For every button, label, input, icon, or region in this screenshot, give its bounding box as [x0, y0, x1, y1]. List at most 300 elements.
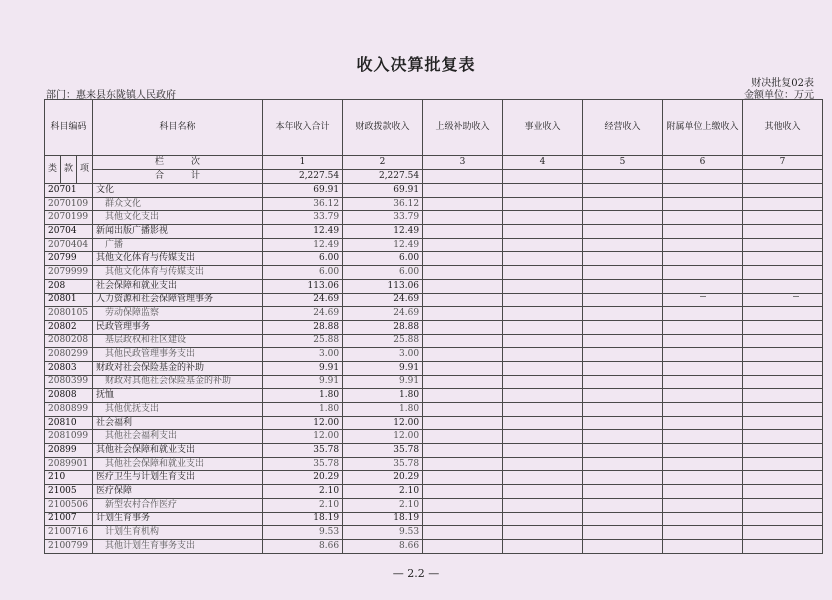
empty-cell: [423, 389, 503, 403]
fiscal-income-cell: 33.79: [343, 211, 423, 225]
total-income-cell: 25.88: [263, 334, 343, 348]
empty-cell: [423, 498, 503, 512]
subject-code: 20704: [45, 225, 93, 239]
empty-cell: [743, 225, 823, 239]
empty-cell: [503, 539, 583, 553]
fiscal-income-cell: 12.00: [343, 430, 423, 444]
form-code: 财决批复02表: [751, 78, 814, 89]
empty-cell: [743, 238, 823, 252]
table-row: [45, 225, 823, 239]
total-income-cell: 1.80: [263, 403, 343, 417]
empty-cell: [503, 307, 583, 321]
fiscal-income-cell: 36.12: [343, 197, 423, 211]
empty-cell: [663, 184, 743, 198]
empty-cell: [423, 539, 503, 553]
empty-cell: [663, 539, 743, 553]
subject-name: 其他民政管理事务支出: [93, 348, 263, 362]
empty-cell: [663, 225, 743, 239]
subject-name: 群众文化: [93, 197, 263, 211]
table-row: [45, 416, 823, 430]
empty-cell: [423, 485, 503, 499]
subject-name: 财政对社会保险基金的补助: [93, 361, 263, 375]
empty-cell: [743, 444, 823, 458]
empty-cell: [423, 184, 503, 198]
subject-name: 医疗保障: [93, 485, 263, 499]
table-row: [45, 403, 823, 417]
page-number: — 2.2 —: [392, 567, 440, 580]
empty-cell: [743, 197, 823, 211]
table-row: [45, 526, 823, 540]
table-body: [45, 184, 823, 554]
header-affiliated: 附属单位上缴收入: [663, 100, 743, 156]
column-number-label: 栏 次: [93, 156, 263, 170]
fiscal-income-cell: 9.53: [343, 526, 423, 540]
empty-cell: [743, 512, 823, 526]
table-row: [45, 389, 823, 403]
subject-name: 其他社会福利支出: [93, 430, 263, 444]
empty-cell: [663, 430, 743, 444]
empty-cell: [423, 416, 503, 430]
subject-name: 文化: [93, 184, 263, 198]
empty-cell: [583, 320, 663, 334]
subject-name: 新闻出版广播影视: [93, 225, 263, 239]
subject-name: 新型农村合作医疗: [93, 498, 263, 512]
fiscal-income-cell: 35.78: [343, 457, 423, 471]
empty-cell: [503, 225, 583, 239]
subject-name: 民政管理事务: [93, 320, 263, 334]
total-fiscal-value: 2,227.54: [343, 170, 423, 184]
empty-cell: [743, 471, 823, 485]
empty-cell: [423, 225, 503, 239]
subject-name: 计划生育机构: [93, 526, 263, 540]
total-income-cell: 20.29: [263, 471, 343, 485]
empty-cell: [583, 526, 663, 540]
empty-cell: [423, 348, 503, 362]
empty-cell: [503, 238, 583, 252]
empty-cell: [743, 403, 823, 417]
subject-name: 人力资源和社会保障管理事务: [93, 293, 263, 307]
subject-name: 计划生育事务: [93, 512, 263, 526]
empty-cell: [743, 184, 823, 198]
fiscal-income-cell: 28.88: [343, 320, 423, 334]
table-row: [45, 485, 823, 499]
scan-mark: [700, 296, 706, 297]
empty-cell: [743, 279, 823, 293]
total-income-cell: 24.69: [263, 307, 343, 321]
table-row: [45, 444, 823, 458]
empty-cell: [503, 403, 583, 417]
total-income-cell: 6.00: [263, 266, 343, 280]
header-fiscal: 财政拨款收入: [343, 100, 423, 156]
subject-code: 2100506: [45, 498, 93, 512]
subject-code: 2070199: [45, 211, 93, 225]
empty-cell: [583, 389, 663, 403]
fiscal-income-cell: 6.00: [343, 252, 423, 266]
total-income-cell: 18.19: [263, 512, 343, 526]
empty-cell: [663, 526, 743, 540]
fiscal-income-cell: 35.78: [343, 444, 423, 458]
total-income-cell: 2.10: [263, 485, 343, 499]
column-number: 3: [423, 156, 503, 170]
subject-code: 2080208: [45, 334, 93, 348]
subject-code: 210: [45, 471, 93, 485]
empty-cell: [503, 471, 583, 485]
subject-code: 2100799: [45, 539, 93, 553]
empty-cell: [503, 211, 583, 225]
total-income-cell: 24.69: [263, 293, 343, 307]
empty-cell: [663, 238, 743, 252]
total-income-cell: 69.91: [263, 184, 343, 198]
subject-name: 其他文化支出: [93, 211, 263, 225]
table-row: [45, 430, 823, 444]
empty-cell: [583, 266, 663, 280]
empty-cell: [663, 252, 743, 266]
empty-cell: [423, 444, 503, 458]
subject-name: 医疗卫生与计划生育支出: [93, 471, 263, 485]
empty-cell: [503, 348, 583, 362]
empty-cell: [663, 444, 743, 458]
empty-cell: [583, 361, 663, 375]
table-row: [45, 375, 823, 389]
empty-cell: [423, 279, 503, 293]
total-income-cell: 35.78: [263, 444, 343, 458]
empty-cell: [423, 403, 503, 417]
empty-cell: [423, 430, 503, 444]
fiscal-income-cell: 9.91: [343, 375, 423, 389]
empty-cell: [583, 457, 663, 471]
empty-cell: [423, 266, 503, 280]
header-total: 本年收入合计: [263, 100, 343, 156]
empty-cell: [583, 485, 663, 499]
empty-cell: [423, 211, 503, 225]
empty-cell: [663, 334, 743, 348]
header-code: 科目编码: [45, 100, 93, 156]
total-label: 合 计: [93, 170, 263, 184]
empty-cell: [663, 498, 743, 512]
empty-cell: [503, 444, 583, 458]
empty-cell: [423, 471, 503, 485]
empty-cell: [423, 252, 503, 266]
total-income-cell: 9.91: [263, 361, 343, 375]
empty-cell: [583, 334, 663, 348]
table-row: [45, 512, 823, 526]
sub-header-kuan: 款: [61, 156, 77, 184]
empty-cell: [663, 471, 743, 485]
fiscal-income-cell: 2.10: [343, 485, 423, 499]
fiscal-income-cell: 24.69: [343, 307, 423, 321]
fiscal-income-cell: 20.29: [343, 471, 423, 485]
table-row: [45, 252, 823, 266]
empty-cell: [503, 334, 583, 348]
header-name: 科目名称: [93, 100, 263, 156]
fiscal-income-cell: 25.88: [343, 334, 423, 348]
total-income-cell: 1.80: [263, 389, 343, 403]
subject-name: 其他社会保障和就业支出: [93, 457, 263, 471]
income-table: [44, 99, 823, 554]
subject-code: 2080105: [45, 307, 93, 321]
table-row: [45, 320, 823, 334]
empty-cell: [423, 307, 503, 321]
empty-cell: [663, 307, 743, 321]
empty-cell: [423, 457, 503, 471]
empty-cell: [663, 197, 743, 211]
fiscal-income-cell: 6.00: [343, 266, 423, 280]
empty-cell: [583, 211, 663, 225]
empty-cell: [503, 252, 583, 266]
empty-cell: [423, 238, 503, 252]
empty-cell: [583, 293, 663, 307]
empty-cell: [503, 512, 583, 526]
table-row: [45, 211, 823, 225]
fiscal-income-cell: 69.91: [343, 184, 423, 198]
fiscal-income-cell: 2.10: [343, 498, 423, 512]
fiscal-income-cell: 9.91: [343, 361, 423, 375]
empty-cell: [503, 184, 583, 198]
empty-cell: [423, 320, 503, 334]
empty-cell: [743, 375, 823, 389]
total-income-cell: 36.12: [263, 197, 343, 211]
empty-cell: [743, 334, 823, 348]
empty-cell: [743, 539, 823, 553]
column-number: 5: [583, 156, 663, 170]
subject-name: 其他社会保障和就业支出: [93, 444, 263, 458]
empty-cell: [663, 211, 743, 225]
subject-name: 其他计划生育事务支出: [93, 539, 263, 553]
total-income-cell: 8.66: [263, 539, 343, 553]
table-row: [45, 184, 823, 198]
department-label: 部门：惠来县东陇镇人民政府: [46, 90, 176, 101]
empty-cell: [663, 485, 743, 499]
fiscal-income-cell: 12.00: [343, 416, 423, 430]
column-number: 2: [343, 156, 423, 170]
subject-code: 2070109: [45, 197, 93, 211]
empty-cell: [583, 225, 663, 239]
subject-code: 20802: [45, 320, 93, 334]
empty-cell: [583, 184, 663, 198]
fiscal-income-cell: 113.06: [343, 279, 423, 293]
empty-cell: [743, 430, 823, 444]
header-superior: 上级补助收入: [423, 100, 503, 156]
scan-mark: [793, 296, 799, 297]
subject-name: 社会福利: [93, 416, 263, 430]
subject-code: 20799: [45, 252, 93, 266]
empty-cell: [583, 498, 663, 512]
empty-cell: [503, 197, 583, 211]
empty-cell: [663, 320, 743, 334]
table-row: [45, 238, 823, 252]
subject-code: 2100716: [45, 526, 93, 540]
subject-code: 2081099: [45, 430, 93, 444]
empty-cell: [583, 197, 663, 211]
empty-cell: [503, 293, 583, 307]
subject-code: 21005: [45, 485, 93, 499]
empty-cell: [583, 471, 663, 485]
empty-cell: [583, 539, 663, 553]
table-row: [45, 197, 823, 211]
table-row: [45, 348, 823, 362]
subject-code: 20803: [45, 361, 93, 375]
subject-code: 20810: [45, 416, 93, 430]
empty-cell: [583, 348, 663, 362]
empty-cell: [503, 526, 583, 540]
subject-code: 20899: [45, 444, 93, 458]
empty-cell: [503, 457, 583, 471]
empty-cell: [583, 430, 663, 444]
empty-cell: [503, 375, 583, 389]
empty-cell: [583, 403, 663, 417]
empty-cell: [743, 526, 823, 540]
subject-code: 208: [45, 279, 93, 293]
empty-cell: [663, 512, 743, 526]
empty-cell: [583, 444, 663, 458]
total-income-cell: 35.78: [263, 457, 343, 471]
empty-cell: [663, 348, 743, 362]
header-other: 其他收入: [743, 100, 823, 156]
empty-cell: [423, 512, 503, 526]
column-number: 6: [663, 156, 743, 170]
fiscal-income-cell: 12.49: [343, 238, 423, 252]
subject-name: 其他优抚支出: [93, 403, 263, 417]
empty-cell: [663, 457, 743, 471]
header-business: 事业收入: [503, 100, 583, 156]
empty-cell: [503, 320, 583, 334]
subject-code: 20801: [45, 293, 93, 307]
empty-cell: [663, 375, 743, 389]
subject-code: 2070404: [45, 238, 93, 252]
table-row: [45, 279, 823, 293]
empty-cell: [583, 170, 663, 184]
column-number: 1: [263, 156, 343, 170]
empty-cell: [743, 211, 823, 225]
empty-cell: [423, 170, 503, 184]
empty-cell: [423, 375, 503, 389]
empty-cell: [663, 279, 743, 293]
table-row: [45, 498, 823, 512]
empty-cell: [423, 361, 503, 375]
empty-cell: [503, 361, 583, 375]
empty-cell: [423, 334, 503, 348]
total-income-cell: 2.10: [263, 498, 343, 512]
subject-code: 2079999: [45, 266, 93, 280]
total-income-cell: 12.00: [263, 416, 343, 430]
subject-name: 财政对其他社会保险基金的补助: [93, 375, 263, 389]
total-income-cell: 9.91: [263, 375, 343, 389]
empty-cell: [503, 170, 583, 184]
table-row: [45, 539, 823, 553]
table-row: [45, 457, 823, 471]
fiscal-income-cell: 18.19: [343, 512, 423, 526]
fiscal-income-cell: 12.49: [343, 225, 423, 239]
total-income-cell: 12.00: [263, 430, 343, 444]
subject-code: 20701: [45, 184, 93, 198]
empty-cell: [743, 307, 823, 321]
sub-header-xiang: 项: [77, 156, 93, 184]
empty-cell: [743, 348, 823, 362]
empty-cell: [583, 416, 663, 430]
subject-code: 20808: [45, 389, 93, 403]
empty-cell: [743, 293, 823, 307]
empty-cell: [663, 389, 743, 403]
empty-cell: [503, 485, 583, 499]
empty-cell: [503, 416, 583, 430]
column-number: 7: [743, 156, 823, 170]
empty-cell: [423, 293, 503, 307]
empty-cell: [743, 252, 823, 266]
table-row: [45, 334, 823, 348]
page-title: 收入决算批复表: [356, 55, 476, 74]
empty-cell: [743, 498, 823, 512]
empty-cell: [583, 307, 663, 321]
total-income-cell: 3.00: [263, 348, 343, 362]
empty-cell: [503, 389, 583, 403]
fiscal-income-cell: 1.80: [343, 403, 423, 417]
total-income-cell: 12.49: [263, 225, 343, 239]
empty-cell: [663, 361, 743, 375]
total-income-value: 2,227.54: [263, 170, 343, 184]
subject-name: 基层政权和社区建设: [93, 334, 263, 348]
table-row: [45, 307, 823, 321]
empty-cell: [743, 457, 823, 471]
empty-cell: [503, 266, 583, 280]
empty-cell: [663, 403, 743, 417]
subject-code: 2080399: [45, 375, 93, 389]
subject-code: 21007: [45, 512, 93, 526]
empty-cell: [583, 238, 663, 252]
subject-code: 2080899: [45, 403, 93, 417]
unit-label: 金额单位：万元: [744, 90, 814, 101]
total-income-cell: 28.88: [263, 320, 343, 334]
subject-name: 社会保障和就业支出: [93, 279, 263, 293]
fiscal-income-cell: 8.66: [343, 539, 423, 553]
empty-cell: [503, 430, 583, 444]
subject-code: 2080299: [45, 348, 93, 362]
empty-cell: [663, 266, 743, 280]
empty-cell: [743, 361, 823, 375]
subject-name: 其他文化体育与传媒支出: [93, 266, 263, 280]
table-row: [45, 266, 823, 280]
column-number: 4: [503, 156, 583, 170]
subject-code: 2089901: [45, 457, 93, 471]
empty-cell: [743, 266, 823, 280]
total-income-cell: 12.49: [263, 238, 343, 252]
subject-name: 广播: [93, 238, 263, 252]
empty-cell: [583, 279, 663, 293]
subject-name: 其他文化体育与传媒支出: [93, 252, 263, 266]
empty-cell: [743, 416, 823, 430]
empty-cell: [503, 279, 583, 293]
empty-cell: [663, 170, 743, 184]
empty-cell: [743, 170, 823, 184]
empty-cell: [743, 485, 823, 499]
fiscal-income-cell: 24.69: [343, 293, 423, 307]
empty-cell: [743, 320, 823, 334]
empty-cell: [663, 416, 743, 430]
empty-cell: [743, 389, 823, 403]
header-operating: 经营收入: [583, 100, 663, 156]
fiscal-income-cell: 3.00: [343, 348, 423, 362]
table-row: [45, 361, 823, 375]
empty-cell: [583, 512, 663, 526]
table-row: [45, 471, 823, 485]
sub-header-lei: 类: [45, 156, 61, 184]
total-income-cell: 6.00: [263, 252, 343, 266]
empty-cell: [423, 526, 503, 540]
total-income-cell: 9.53: [263, 526, 343, 540]
empty-cell: [583, 375, 663, 389]
empty-cell: [583, 252, 663, 266]
subject-name: 劳动保障监察: [93, 307, 263, 321]
empty-cell: [423, 197, 503, 211]
